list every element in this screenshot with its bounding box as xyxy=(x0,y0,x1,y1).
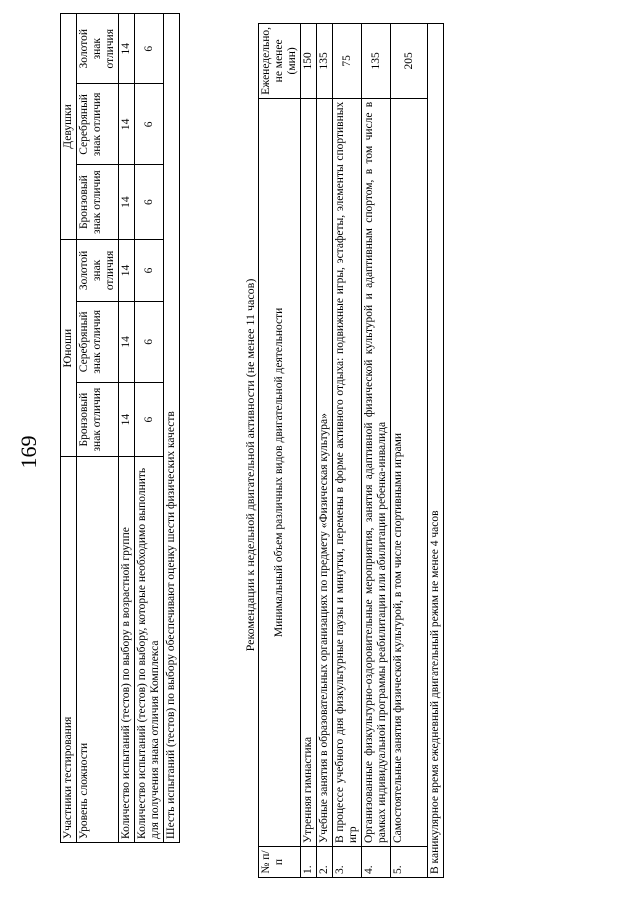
table-row xyxy=(362,24,391,878)
value-cell: 14 xyxy=(119,301,135,382)
row-number: 1. xyxy=(301,847,317,878)
participants-label-cell: Участники тестирования xyxy=(61,457,77,843)
weekly-header: Еженедельно, не менее (мин) xyxy=(259,24,301,99)
value-cell: 6 xyxy=(135,84,164,165)
row-value: 205 xyxy=(391,24,428,99)
row-number: 4. xyxy=(362,847,391,878)
table-row xyxy=(333,24,362,878)
value-cell: 14 xyxy=(119,382,135,457)
activity-table xyxy=(258,23,444,878)
table-row xyxy=(135,14,164,843)
row-label: Количество испытаний (тестов) по выбору, которые необходимо выполнить для получения знака отличия Комплекса xyxy=(135,457,164,843)
table-footnote: Шесть испытаний (тестов) по выбору обеспечивают оценку шести физических качеств xyxy=(164,14,180,843)
row-text: В процессе учебного дня физкультурные паузы и минутки, перемены в форме активного отдыха: подвижные игры, эстафеты, элементы спортивных игр xyxy=(333,98,362,846)
row-text: Самостоятельные занятия физической культурой, в том числе спортивными играми xyxy=(391,98,428,846)
activity-header: Минимальный объем различных видов двигательной деятельности xyxy=(259,98,301,846)
row-number: 2. xyxy=(317,847,333,878)
value-cell: 14 xyxy=(119,84,135,165)
level-header-cell: Серебряный знак отличия xyxy=(77,84,119,165)
value-cell: 14 xyxy=(119,239,135,301)
row-value: 75 xyxy=(333,24,362,99)
table-row xyxy=(428,24,444,878)
value-cell: 6 xyxy=(135,382,164,457)
table-footer: В каникулярное время ежедневный двигательный режим не менее 4 часов xyxy=(428,24,444,878)
level-header-cell: Золотой знак отличия xyxy=(77,239,119,301)
level-header-cell: Бронзовый знак отличия xyxy=(77,165,119,240)
level-header-cell: Золотой знак отличия xyxy=(77,14,119,84)
row-text: Организованные физкультурно-оздоровительные мероприятия, занятия адаптивной физической культурой и адаптивным спортом, в том числе в рамках индивидуальной программы реабилитации или абилитации ребенка-инвалида xyxy=(362,98,391,846)
table-row xyxy=(391,24,428,878)
value-cell: 14 xyxy=(119,14,135,84)
page-number: 169 xyxy=(16,435,41,469)
table-row xyxy=(317,24,333,878)
value-cell: 14 xyxy=(119,165,135,240)
table2-title: Рекомендации к недельной двигательной активности (не менее 11 часов) xyxy=(243,278,257,652)
value-cell: 6 xyxy=(135,239,164,301)
table-row xyxy=(164,14,180,843)
row-value: 135 xyxy=(362,24,391,99)
level-header-cell: Серебряный знак отличия xyxy=(77,301,119,382)
level-header-cell: Бронзовый знак отличия xyxy=(77,382,119,457)
level-label-cell: Уровень сложности xyxy=(77,457,119,843)
row-value: 135 xyxy=(317,24,333,99)
group-youth-header: Юноши xyxy=(61,239,77,456)
row-value: 150 xyxy=(301,24,317,99)
value-cell: 6 xyxy=(135,14,164,84)
table-row xyxy=(301,24,317,878)
group-girls-header: Девушки xyxy=(61,14,77,240)
value-cell: 6 xyxy=(135,165,164,240)
standards-table xyxy=(60,13,180,843)
num-header: № п/п xyxy=(259,847,301,878)
row-label: Количество испытаний (тестов) по выбору в возрастной группе xyxy=(119,457,135,843)
row-number: 5. xyxy=(391,847,428,878)
row-text: Учебные занятия в образовательных организациях по предмету «Физическая культура» xyxy=(317,98,333,846)
row-number: 3. xyxy=(333,847,362,878)
table-row xyxy=(119,14,135,843)
row-text: Утренняя гимнастика xyxy=(301,98,317,846)
value-cell: 6 xyxy=(135,301,164,382)
